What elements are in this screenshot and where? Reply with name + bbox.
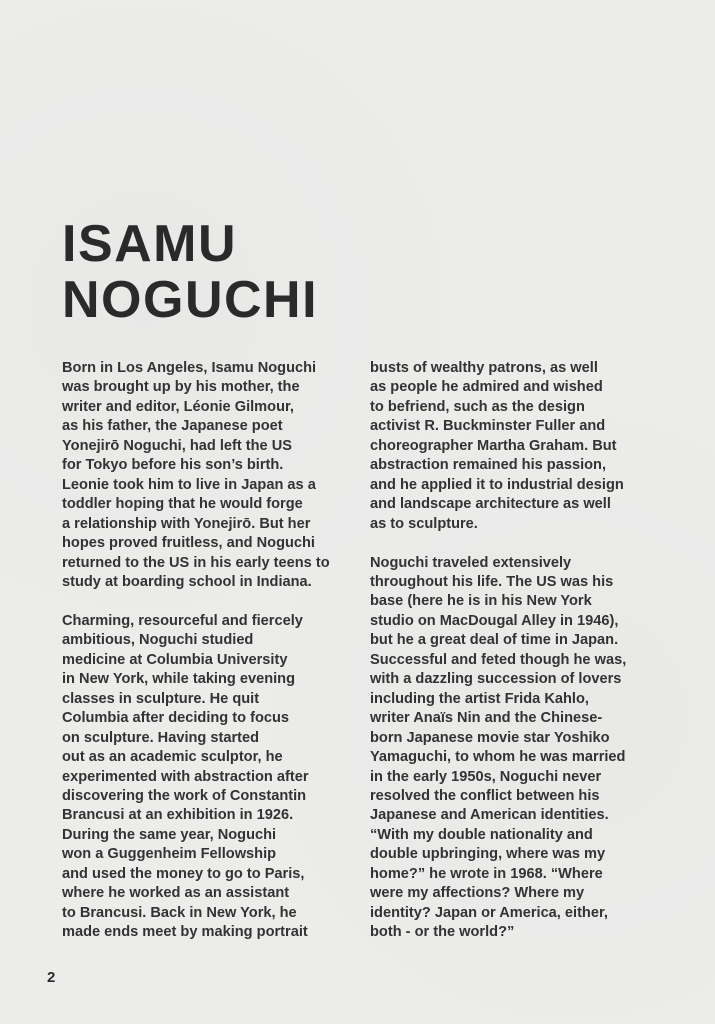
left-text-column [62, 359, 354, 962]
right-text-column [370, 359, 665, 962]
title-line-1: ISAMU [62, 215, 238, 273]
paragraph-early-life: Born in Los Angeles, Isamu Noguchi was brought up by his mother, the writer and editor, Léonie Gilmour, as his father, the Japanese poet Yonejirō Noguchi, had left the US for Tokyo before his son’s birth. Leonie took him to live in Japan as a toddler hoping that he would forge a relationship with Yonejirō. But her hopes proved fruitless, and Noguchi returned to the US in his early teens to study at boarding school in Indiana. [62, 360, 330, 590]
page-number: 2 [47, 969, 56, 986]
paragraph-career: busts of wealthy patrons, as well as people he admired and wished to befriend, such as the design activist R. Buckminster Fuller and choreographer Martha Graham. But abstraction remained his passion, and he applied it to industrial design and landscape architecture as well as to sculpture. [370, 360, 624, 532]
page-title [62, 216, 318, 328]
paragraph-travels: Noguchi traveled extensively throughout his life. The US was his base (here he is in his New York studio on MacDougal Alley in 1946), but he a great deal of time in Japan. Successful and feted though he was, with a dazzling succession of lovers including the artist Frida Kahlo, writer Anaïs Nin and the Chinese- born Japanese movie star Yoshiko Yamaguchi, to whom he was married in the early 1950s, Noguchi never resolved the conflict between his Japanese and American identities. “With my double nationality and double upbringing, where was my home?” he wrote in 1968. “Where were my affections? Where my identity? Japan or America, either, both - or the world?” [370, 554, 627, 941]
title-line-2: NOGUCHI [62, 271, 319, 329]
paragraph-education: Charming, resourceful and fiercely ambitious, Noguchi studied medicine at Columbia University in New York, while taking evening classes in sculpture. He quit Columbia after deciding to focus on sculpture. Having started out as an academic sculptor, he experimented with abstraction after discovering the work of Constantin Brancusi at an exhibition in 1926. During the same year, Noguchi won a Guggenheim Fellowship and used the money to go to Paris, where he worked as an assistant to Brancusi. Back in New York, he made ends meet by making portrait [62, 612, 309, 941]
